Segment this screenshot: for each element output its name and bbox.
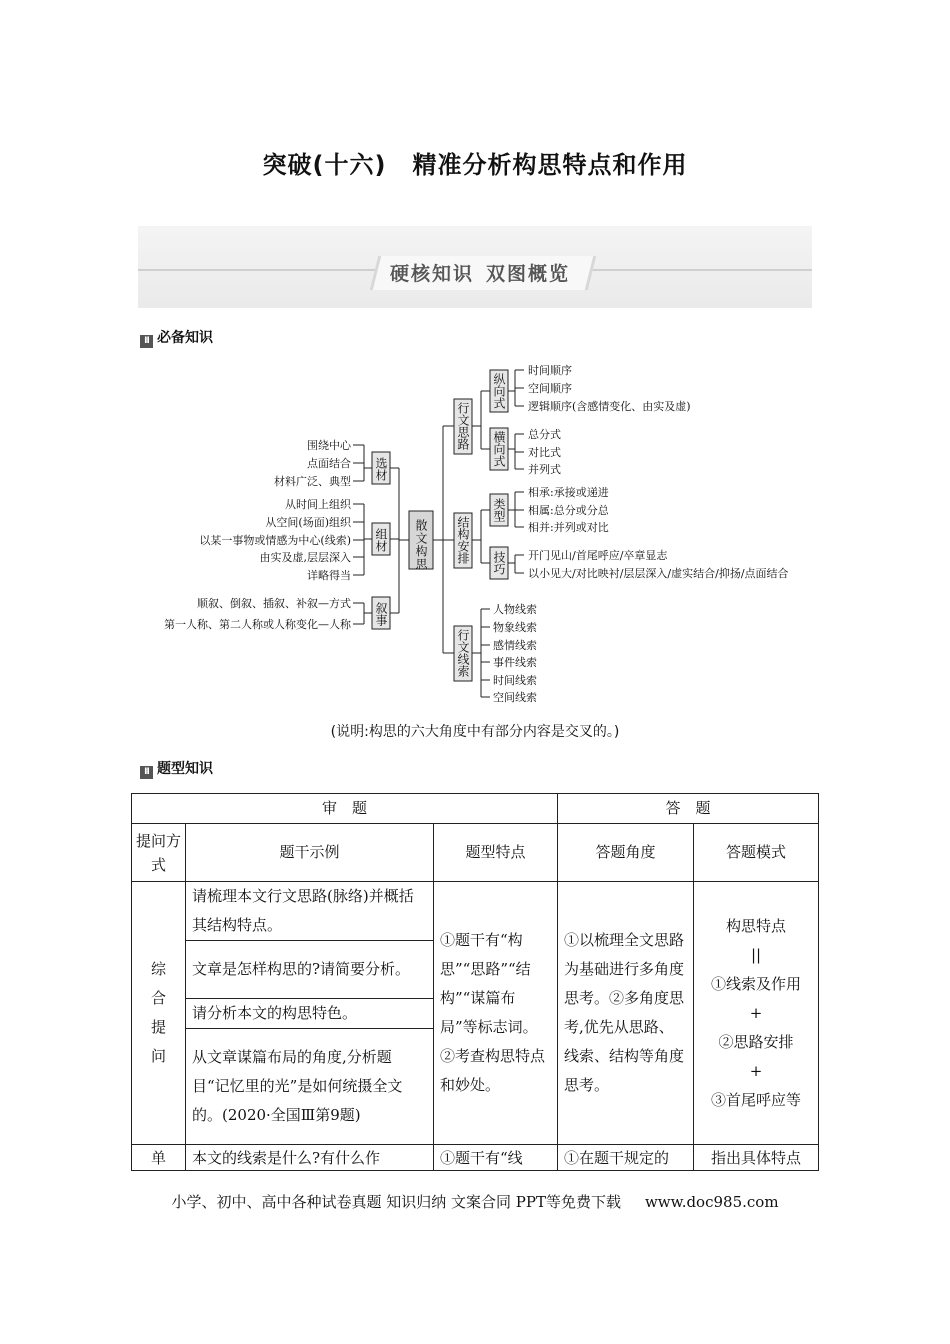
leaf: 由实及虚,层层深入: [259, 551, 351, 564]
leaf: 从时间上组织: [285, 498, 351, 511]
node-xuancai: 选材: [374, 457, 388, 481]
leaf: 物象线索: [493, 621, 537, 634]
row2-mode: 指出具体特点: [694, 1145, 819, 1171]
leaf: 以某一事物或情感为中心(线索): [199, 534, 351, 547]
section-icon: II: [140, 766, 153, 779]
footer: [0, 1191, 950, 1212]
row1-angles: ①以梳理全文思路为基础进行多角度思考。②多角度思考,优先从思路、线索、结构等角度思考。: [558, 882, 694, 1145]
mindmap-center-label: 散文构思: [414, 519, 428, 571]
node-hengxiang: 横向式: [492, 431, 506, 467]
leaf: 逻辑顺序(含感情变化、由实及虚): [528, 400, 691, 413]
col-tedian: 题型特点: [434, 824, 558, 882]
leaf: 开门见山/首尾呼应/卒章显志: [528, 549, 668, 562]
banner-text-1: 硬核知识: [389, 263, 474, 285]
row2-type: 单: [132, 1145, 186, 1171]
row1-type: 综合提问: [132, 882, 186, 1145]
footer-text: 小学、初中、高中各种试卷真题 知识归纳 文案合同 PPT等免费下载: [171, 1193, 621, 1211]
leaf: 空间线索: [493, 691, 537, 704]
leaf: 总分式: [528, 428, 561, 441]
header-dati: 答 题: [558, 794, 819, 824]
example-4: 从文章谋篇布局的角度,分析题目“记忆里的光”是如何统摄全文的。(2020·全国Ⅲ第9题): [186, 1029, 434, 1145]
leaf: 点面结合: [307, 457, 351, 470]
node-zucai: 组材: [374, 528, 388, 552]
leaf: 空间顺序: [528, 382, 572, 395]
leaf: 事件线索: [493, 656, 537, 669]
leaf: 围绕中心: [307, 439, 351, 452]
node-jiqiao: 技巧: [492, 551, 506, 575]
row1-mode: 构思特点 || ①线索及作用 + ②思路安排 + ③首尾呼应等: [694, 882, 819, 1145]
row1-features: ①题干有“构思”“思路”“结构”“谋篇布局”等标志词。②考查构思特点和妙处。: [434, 882, 558, 1145]
leaf: 相承:承接或递进: [528, 486, 609, 499]
leaf: 相并:并列或对比: [528, 521, 609, 534]
leaf: 材料广泛、典型: [274, 475, 351, 488]
leaf: 对比式: [528, 446, 561, 459]
col-moshi: 答题模式: [694, 824, 819, 882]
leaf: 详略得当: [307, 569, 351, 582]
example-3: 请分析本文的构思特色。: [186, 999, 434, 1029]
leaf: 从空间(场面)组织: [265, 516, 351, 529]
footer-url[interactable]: www.doc985.com: [644, 1193, 779, 1211]
col-jiaodu: 答题角度: [558, 824, 694, 882]
node-xingwenxiansuo: 行文线索: [456, 629, 470, 677]
leaf: 并列式: [528, 463, 561, 476]
example-2: 文章是怎样构思的?请简要分析。: [186, 941, 434, 999]
leaf: 第一人称、第二人称或人称变化—人称: [164, 618, 351, 631]
page-title: 突破(十六) 精准分析构思特点和作用: [262, 151, 688, 179]
leaf: 顺叙、倒叙、插叙、补叙—方式: [197, 597, 351, 610]
section-icon: II: [140, 335, 153, 348]
leaf: 时间顺序: [528, 364, 572, 377]
example-1: 请梳理本文行文思路(脉络)并概括其结构特点。: [186, 882, 434, 941]
leaf: 感情线索: [493, 639, 537, 652]
node-jiegouanpai: 结构安排: [456, 516, 470, 564]
leaf: 时间线索: [493, 674, 537, 687]
section-heading-required: II 必备知识: [140, 327, 213, 348]
diagram-note: (说明:构思的六大角度中有部分内容是交叉的。): [330, 724, 620, 740]
node-xingwensilu: 行文思路: [456, 402, 470, 450]
section-heading-question-types: II 题型知识: [140, 758, 213, 779]
header-shenti: 审 题: [132, 794, 558, 824]
leaf: 相属:总分或分总: [528, 504, 609, 517]
row2-example: 本文的线索是什么?有什么作: [186, 1145, 434, 1171]
node-zongxiang: 纵向式: [492, 373, 506, 409]
question-type-table: [131, 793, 819, 1171]
row2-feature: ①题干有“线: [434, 1145, 558, 1171]
leaf: 以小见大/对比映衬/层层深入/虚实结合/抑扬/点面结合: [528, 567, 789, 580]
node-xushi: 叙事: [374, 602, 388, 626]
banner-text-2: 双图概览: [486, 263, 571, 285]
col-shili: 题干示例: [186, 824, 434, 882]
leaf: 人物线索: [493, 603, 537, 616]
node-leixing: 类型: [492, 498, 506, 522]
col-tiwen: 提问方式: [132, 824, 186, 882]
row2-angle: ①在题干规定的: [558, 1145, 694, 1171]
